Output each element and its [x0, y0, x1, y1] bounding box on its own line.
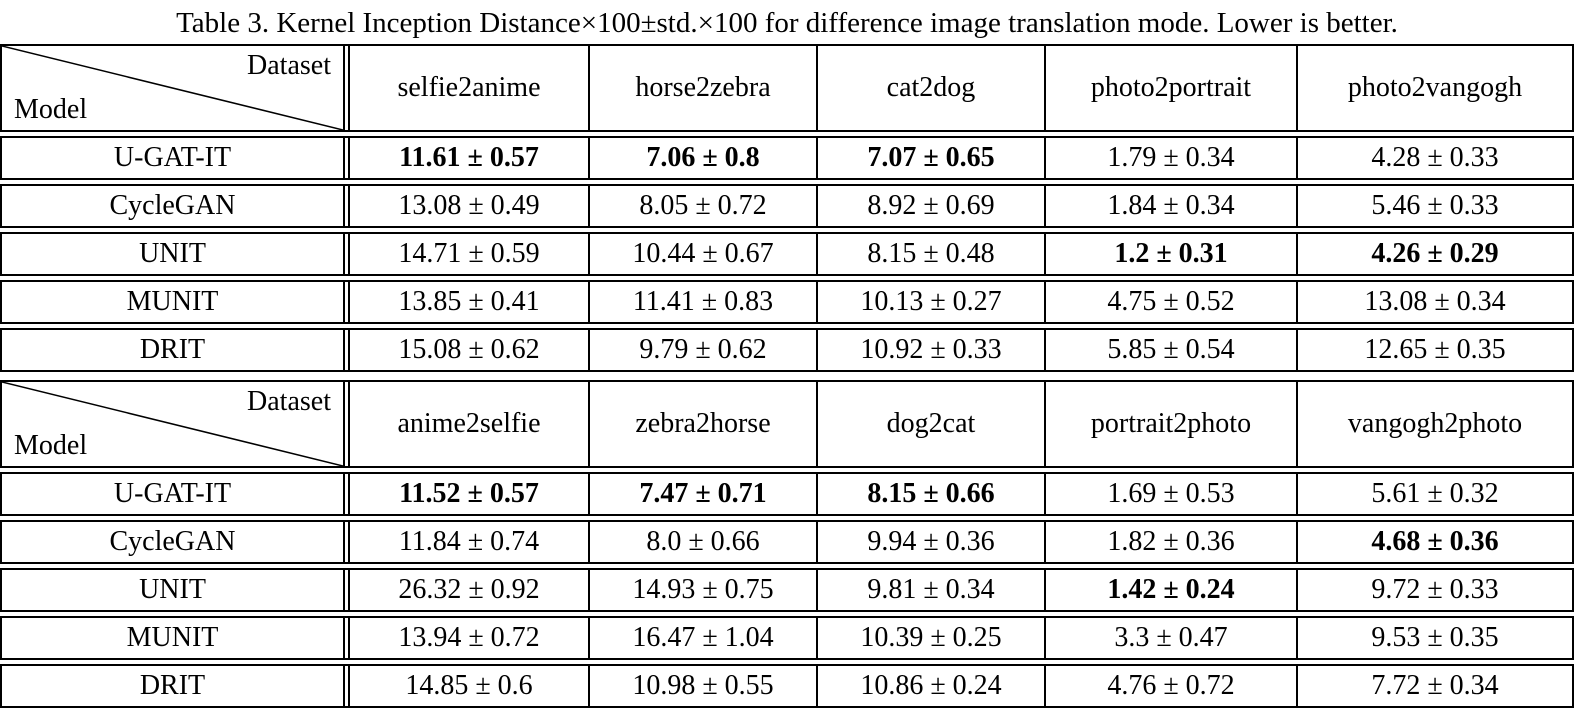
table-caption: Table 3. Kernel Inception Distance×100±std.×100 for difference image translation mode. Lower is better.	[176, 7, 1398, 39]
column-header: photo2vangogh	[1347, 72, 1523, 103]
kid-value-cell: 3.3 ± 0.47	[1046, 618, 1298, 658]
kid-value-cell: 11.84 ± 0.74	[350, 522, 590, 562]
kid-value-cell: 14.93 ± 0.75	[590, 570, 818, 610]
table-row	[0, 328, 1574, 372]
model-name: CycleGAN	[2, 186, 350, 226]
kid-value-cell: 11.41 ± 0.83	[590, 282, 818, 322]
table-body	[0, 472, 1574, 708]
model-name: DRIT	[2, 666, 350, 706]
kid-value-cell: 4.75 ± 0.52	[1046, 282, 1298, 322]
column-header: selfie2anime	[350, 46, 590, 130]
column-header: dog2cat	[818, 382, 1046, 466]
kid-value-cell: 5.46 ± 0.33	[1371, 190, 1499, 221]
kid-value-cell: 12.65 ± 0.35	[1364, 334, 1506, 365]
kid-value-cell: 4.76 ± 0.72	[1046, 666, 1298, 706]
kid-value-cell: 8.92 ± 0.69	[818, 186, 1046, 226]
kid-table-backward	[0, 380, 1574, 708]
table-row	[0, 664, 1574, 708]
kid-value-cell: 9.79 ± 0.62	[590, 330, 818, 370]
kid-value-cell: 10.92 ± 0.33	[818, 330, 1046, 370]
kid-value-cell: 8.15 ± 0.66	[818, 474, 1046, 514]
table-row	[0, 280, 1574, 324]
kid-value-cell: 10.98 ± 0.55	[590, 666, 818, 706]
kid-table-forward	[0, 44, 1574, 372]
kid-value-cell: 15.08 ± 0.62	[350, 330, 590, 370]
table-header-row	[0, 44, 1574, 132]
corner-label-model: Model	[14, 430, 88, 461]
kid-value-cell: 1.2 ± 0.31	[1046, 234, 1298, 274]
kid-value-cell: 8.15 ± 0.48	[818, 234, 1046, 274]
kid-value-cell: 9.72 ± 0.33	[1371, 574, 1499, 605]
column-header: horse2zebra	[590, 46, 818, 130]
table-row	[0, 520, 1574, 564]
kid-value-cell: 7.06 ± 0.8	[590, 138, 818, 178]
corner-label-dataset: Dataset	[247, 386, 331, 417]
corner-header-cell	[2, 382, 350, 466]
corner-label-dataset: Dataset	[247, 50, 331, 81]
model-name: MUNIT	[2, 282, 350, 322]
table-row	[0, 184, 1574, 228]
table-body	[0, 136, 1574, 372]
kid-value-cell: 4.26 ± 0.29	[1371, 238, 1499, 269]
table-row	[0, 568, 1574, 612]
model-name: U-GAT-IT	[2, 138, 350, 178]
kid-value-cell: 4.68 ± 0.36	[1371, 526, 1499, 557]
kid-value-cell: 13.08 ± 0.34	[1364, 286, 1506, 317]
kid-value-cell: 5.61 ± 0.32	[1371, 478, 1499, 509]
kid-value-cell: 9.81 ± 0.34	[818, 570, 1046, 610]
kid-value-cell: 1.69 ± 0.53	[1046, 474, 1298, 514]
kid-value-cell: 10.44 ± 0.67	[590, 234, 818, 274]
kid-value-cell: 9.94 ± 0.36	[818, 522, 1046, 562]
column-header: vangogh2photo	[1347, 408, 1523, 439]
kid-value-cell: 10.13 ± 0.27	[818, 282, 1046, 322]
kid-value-cell: 16.47 ± 1.04	[590, 618, 818, 658]
kid-value-cell: 11.61 ± 0.57	[350, 138, 590, 178]
column-header: portrait2photo	[1046, 382, 1298, 466]
kid-value-cell: 7.07 ± 0.65	[818, 138, 1046, 178]
model-name: DRIT	[2, 330, 350, 370]
model-name: U-GAT-IT	[2, 474, 350, 514]
kid-value-cell: 1.42 ± 0.24	[1046, 570, 1298, 610]
kid-value-cell: 11.52 ± 0.57	[350, 474, 590, 514]
kid-value-cell: 13.08 ± 0.49	[350, 186, 590, 226]
kid-value-cell: 10.39 ± 0.25	[818, 618, 1046, 658]
kid-value-cell: 1.79 ± 0.34	[1046, 138, 1298, 178]
kid-value-cell: 8.05 ± 0.72	[590, 186, 818, 226]
kid-value-cell: 9.53 ± 0.35	[1371, 622, 1499, 653]
corner-label-model: Model	[14, 94, 88, 125]
kid-value-cell: 14.71 ± 0.59	[350, 234, 590, 274]
kid-value-cell: 7.47 ± 0.71	[590, 474, 818, 514]
kid-value-cell: 26.32 ± 0.92	[350, 570, 590, 610]
column-header: zebra2horse	[590, 382, 818, 466]
model-name: MUNIT	[2, 618, 350, 658]
kid-value-cell: 8.0 ± 0.66	[590, 522, 818, 562]
kid-value-cell: 13.85 ± 0.41	[350, 282, 590, 322]
kid-value-cell: 5.85 ± 0.54	[1046, 330, 1298, 370]
kid-value-cell: 1.82 ± 0.36	[1046, 522, 1298, 562]
table-row	[0, 616, 1574, 660]
kid-value-cell: 14.85 ± 0.6	[350, 666, 590, 706]
model-name: CycleGAN	[2, 522, 350, 562]
model-name: UNIT	[2, 234, 350, 274]
table-row	[0, 472, 1574, 516]
table-row	[0, 136, 1574, 180]
corner-header-cell	[2, 46, 350, 130]
model-name: UNIT	[2, 570, 350, 610]
kid-value-cell: 13.94 ± 0.72	[350, 618, 590, 658]
table-header-row	[0, 380, 1574, 468]
kid-value-cell: 1.84 ± 0.34	[1046, 186, 1298, 226]
kid-value-cell: 4.28 ± 0.33	[1371, 142, 1499, 173]
kid-value-cell: 7.72 ± 0.34	[1371, 670, 1499, 701]
column-header: anime2selfie	[350, 382, 590, 466]
table-row	[0, 232, 1574, 276]
column-header: photo2portrait	[1046, 46, 1298, 130]
column-header: cat2dog	[818, 46, 1046, 130]
kid-value-cell: 10.86 ± 0.24	[818, 666, 1046, 706]
